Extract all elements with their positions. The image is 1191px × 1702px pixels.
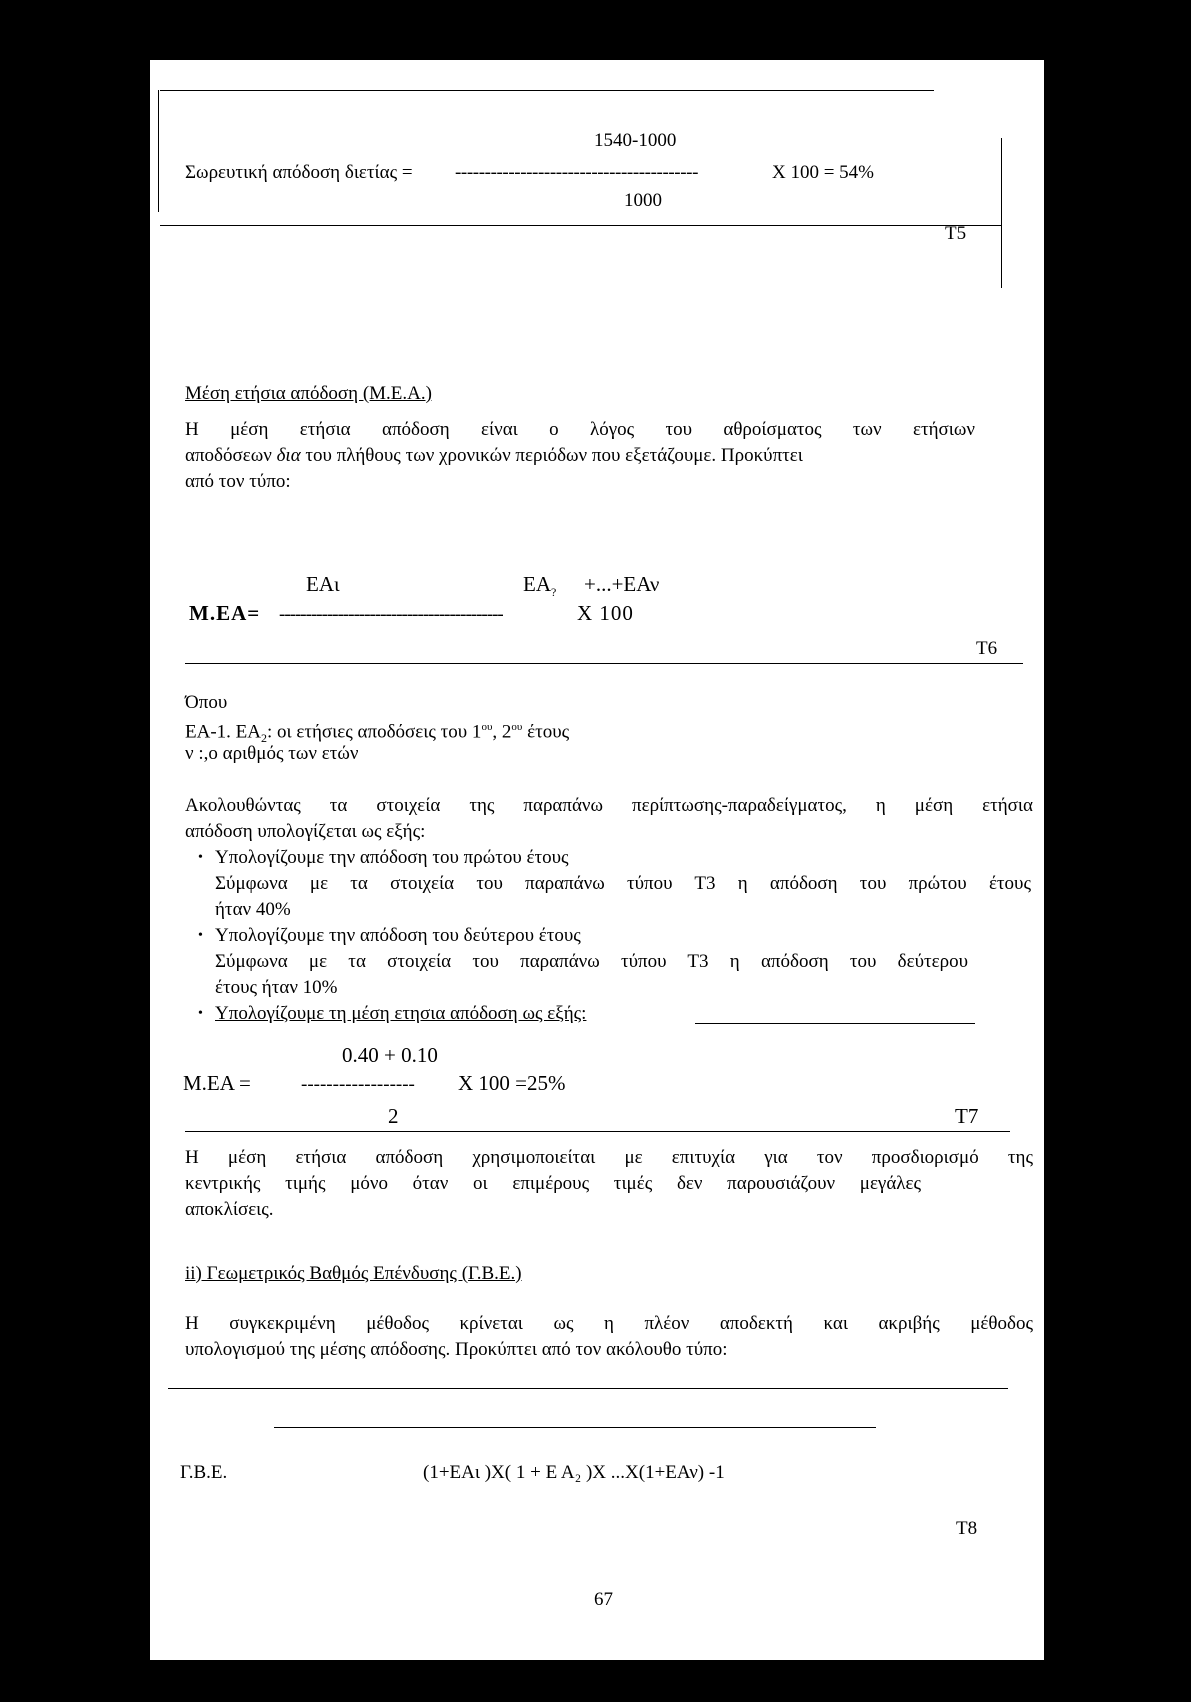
superscript: ου — [481, 721, 493, 733]
t5-left-rule — [158, 90, 159, 212]
mea-paragraph-line-1: Η μέση ετήσια απόδοση είναι ο λόγος του αθροίσματος των ετήσιων — [185, 419, 975, 440]
t8-middle-rule — [274, 1427, 876, 1428]
where-title: Όπου — [185, 692, 228, 713]
page-number: 67 — [594, 1589, 613, 1610]
t6-lhs: Μ.ΕΑ= — [189, 601, 261, 625]
italic-word: δια — [276, 445, 301, 466]
t6-fraction-bar: ------------------------------------------ — [279, 604, 503, 625]
gve-paragraph-line-1: Η συγκεκριμένη μέθοδος κρίνεται ως η πλέον αποδεκτή και ακριβής μέθοδος — [185, 1313, 1033, 1334]
t8-top-rule — [168, 1388, 1008, 1389]
t7-tag: Τ7 — [955, 1104, 979, 1128]
t8-formula: (1+ΕΑι )Χ( 1 + Ε Α₂ )Χ ...Χ(1+ΕΑν) -1 — [423, 1462, 725, 1483]
t7-denominator: 2 — [388, 1104, 399, 1128]
t5-label: Σωρευτική απόδοση διετίας = — [185, 162, 413, 183]
t5-denominator: 1000 — [624, 190, 662, 211]
mea-paragraph-line-2 — [185, 443, 803, 468]
t6-bottom-rule — [185, 663, 1023, 664]
text-fragment: ΕΑ — [523, 572, 551, 596]
subscript: 2 — [260, 731, 267, 746]
where-line-2: ν :,ο αριθμός των ετών — [185, 743, 359, 764]
bullet-year-2-title: • Υπολογίζουμε την απόδοση του δεύτερου έτους — [215, 923, 581, 948]
t5-top-rule — [160, 90, 934, 91]
bullet-year-1-line-1: Σύμφωνα με τα στοιχεία του παραπάνω τύπου Τ3 η απόδοση του πρώτου έτους — [215, 873, 1031, 894]
mea-heading: Μέση ετήσια απόδοση (Μ.Ε.Α.) — [185, 383, 432, 404]
gve-heading: ii) Γεωμετρικός Βαθμός Επένδυσης (Γ.Β.Ε.) — [185, 1263, 522, 1284]
t5-bottom-rule — [160, 225, 1001, 226]
subscript: ? — [551, 585, 557, 600]
bullet-year-1-title: • Υπολογίζουμε την απόδοση του πρώτου έτους — [215, 845, 569, 870]
note-line-2: κεντρικής τιμής μόνο όταν οι επιμέρους τιμές δεν παρουσιάζουν μεγάλες — [185, 1173, 921, 1194]
example-intro-line-1: Ακολουθώντας τα στοιχεία της παραπάνω περίπτωσης-παραδείγματος, η μέση ετήσια — [185, 795, 1033, 816]
note-line-3: αποκλίσεις. — [185, 1199, 274, 1220]
t7-fraction-bar: ------------------ — [301, 1074, 415, 1095]
text-fragment: έτους — [522, 721, 570, 743]
example-intro-line-2: απόδοση υπολογίζεται ως εξής: — [185, 821, 426, 842]
t6-term-1: ΕΑι — [306, 572, 340, 596]
t5-fraction-bar: ----------------------------------------- — [455, 162, 699, 183]
t8-lhs: Γ.Β.Ε. — [180, 1462, 228, 1483]
t5-numerator: 1540-1000 — [594, 130, 677, 151]
text-fragment: του πλήθους των χρονικών περιόδων που εξετάζουμε. Προκύπτει — [300, 445, 803, 466]
text-fragment: , 2 — [492, 721, 512, 743]
bullet-average-rule — [695, 1023, 975, 1024]
t6-term-n: +...+ΕΑν — [584, 572, 660, 596]
mea-paragraph-line-3: από τον τύπο: — [185, 471, 291, 492]
bullet-average-title: • Υπολογίζουμε τη μέση ετησια απόδοση ως εξής: — [215, 1001, 586, 1026]
note-line-1: Η μέση ετήσια απόδοση χρησιμοποιείται με επιτυχία για τον προσδιορισμό της — [185, 1147, 1033, 1168]
t6-rhs: Χ 100 — [577, 601, 634, 625]
bullet-year-2-line-2: έτους ήταν 10% — [215, 977, 338, 998]
t7-bottom-rule — [185, 1131, 1010, 1132]
t5-rhs: Χ 100 = 54% — [772, 162, 875, 183]
bullet-year-2-line-1: Σύμφωνα με τα στοιχεία του παραπάνω τύπου Τ3 η απόδοση του δεύτερου — [215, 951, 968, 972]
t6-tag: Τ6 — [976, 638, 998, 659]
t5-right-rule — [1001, 138, 1002, 288]
bullet-year-1-line-2: ήταν 40% — [215, 899, 291, 920]
t7-numerator: 0.40 + 0.10 — [342, 1043, 438, 1067]
superscript: ου — [511, 721, 523, 733]
t6-term-2 — [523, 572, 556, 600]
t8-tag: Τ8 — [956, 1518, 978, 1539]
t7-rhs: Χ 100 =25% — [458, 1071, 566, 1095]
t5-tag: Τ5 — [945, 223, 967, 244]
text-fragment: αποδόσεων — [185, 445, 277, 466]
document-page — [150, 60, 1044, 1660]
t7-lhs: Μ.ΕΑ = — [183, 1071, 251, 1095]
text-fragment: : οι ετήσιες αποδόσεις του 1 — [266, 721, 482, 743]
text-fragment: ΕΑ-1. ΕΑ — [185, 721, 261, 743]
gve-paragraph-line-2: υπολογισμού της μέσης απόδοσης. Προκύπτει από τον ακόλουθο τύπο: — [185, 1339, 728, 1360]
